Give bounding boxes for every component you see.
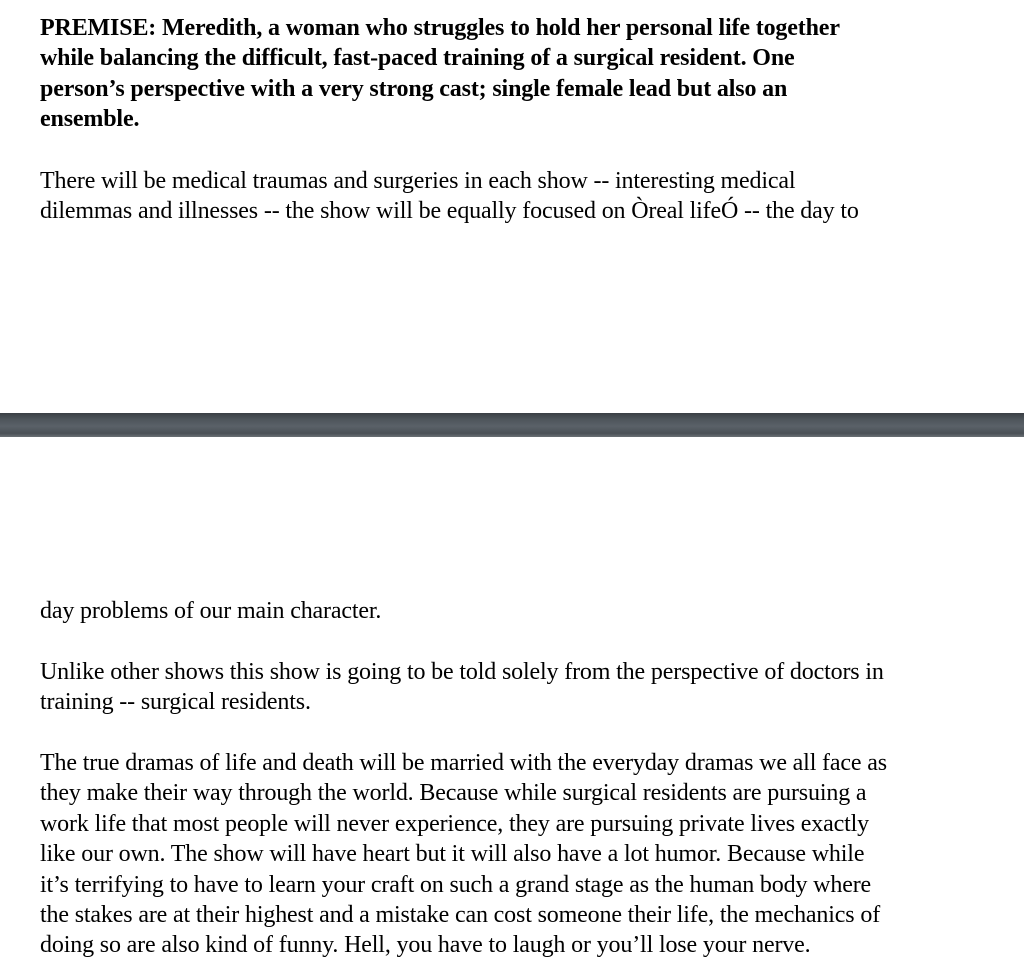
drama-line: it’s terrifying to have to learn your craft on such a grand stage as the human body where: [40, 871, 872, 898]
drama-line: work life that most people will never experience, they are pursuing private lives exactly: [40, 810, 870, 837]
medical-line: There will be medical traumas and surgeries in each show -- interesting medical: [40, 168, 796, 194]
drama-paragraph: [40, 748, 1000, 961]
drama-line: doing so are also kind of funny. Hell, you have to laugh or you’ll lose your nerve.: [40, 932, 811, 959]
premise-paragraph: [40, 13, 950, 135]
premise-line: person’s perspective with a very strong cast; single female lead but also an: [40, 75, 788, 102]
continuation-line: day problems of our main character.: [40, 598, 382, 624]
drama-line: the stakes are at their highest and a mistake can cost someone their life, the mechanics of: [40, 902, 881, 929]
unlike-line: training -- surgical residents.: [40, 689, 311, 716]
page-1: [0, 0, 1024, 413]
premise-line: while balancing the difficult, fast-paced training of a surgical resident. One: [40, 45, 795, 72]
medical-line: dilemmas and illnesses -- the show will be equally focused on Òreal lifeÓ -- the day to: [40, 198, 859, 225]
page-break-separator: [0, 413, 1024, 437]
medical-paragraph: [40, 166, 970, 227]
drama-line: they make their way through the world. Because while surgical residents are pursuing a: [40, 780, 867, 807]
drama-line: The true dramas of life and death will be married with the everyday dramas we all face as: [40, 750, 887, 776]
medical-paragraph-continued: [40, 596, 1000, 626]
unlike-line: Unlike other shows this show is going to be told solely from the perspective of doctors in: [40, 659, 884, 685]
drama-line: like our own. The show will have heart but it will also have a lot humor. Because while: [40, 841, 865, 868]
premise-line: ensemble.: [40, 106, 140, 133]
unlike-paragraph: [40, 657, 1000, 718]
premise-line: PREMISE: Meredith, a woman who struggles to hold her personal life together: [40, 15, 840, 41]
